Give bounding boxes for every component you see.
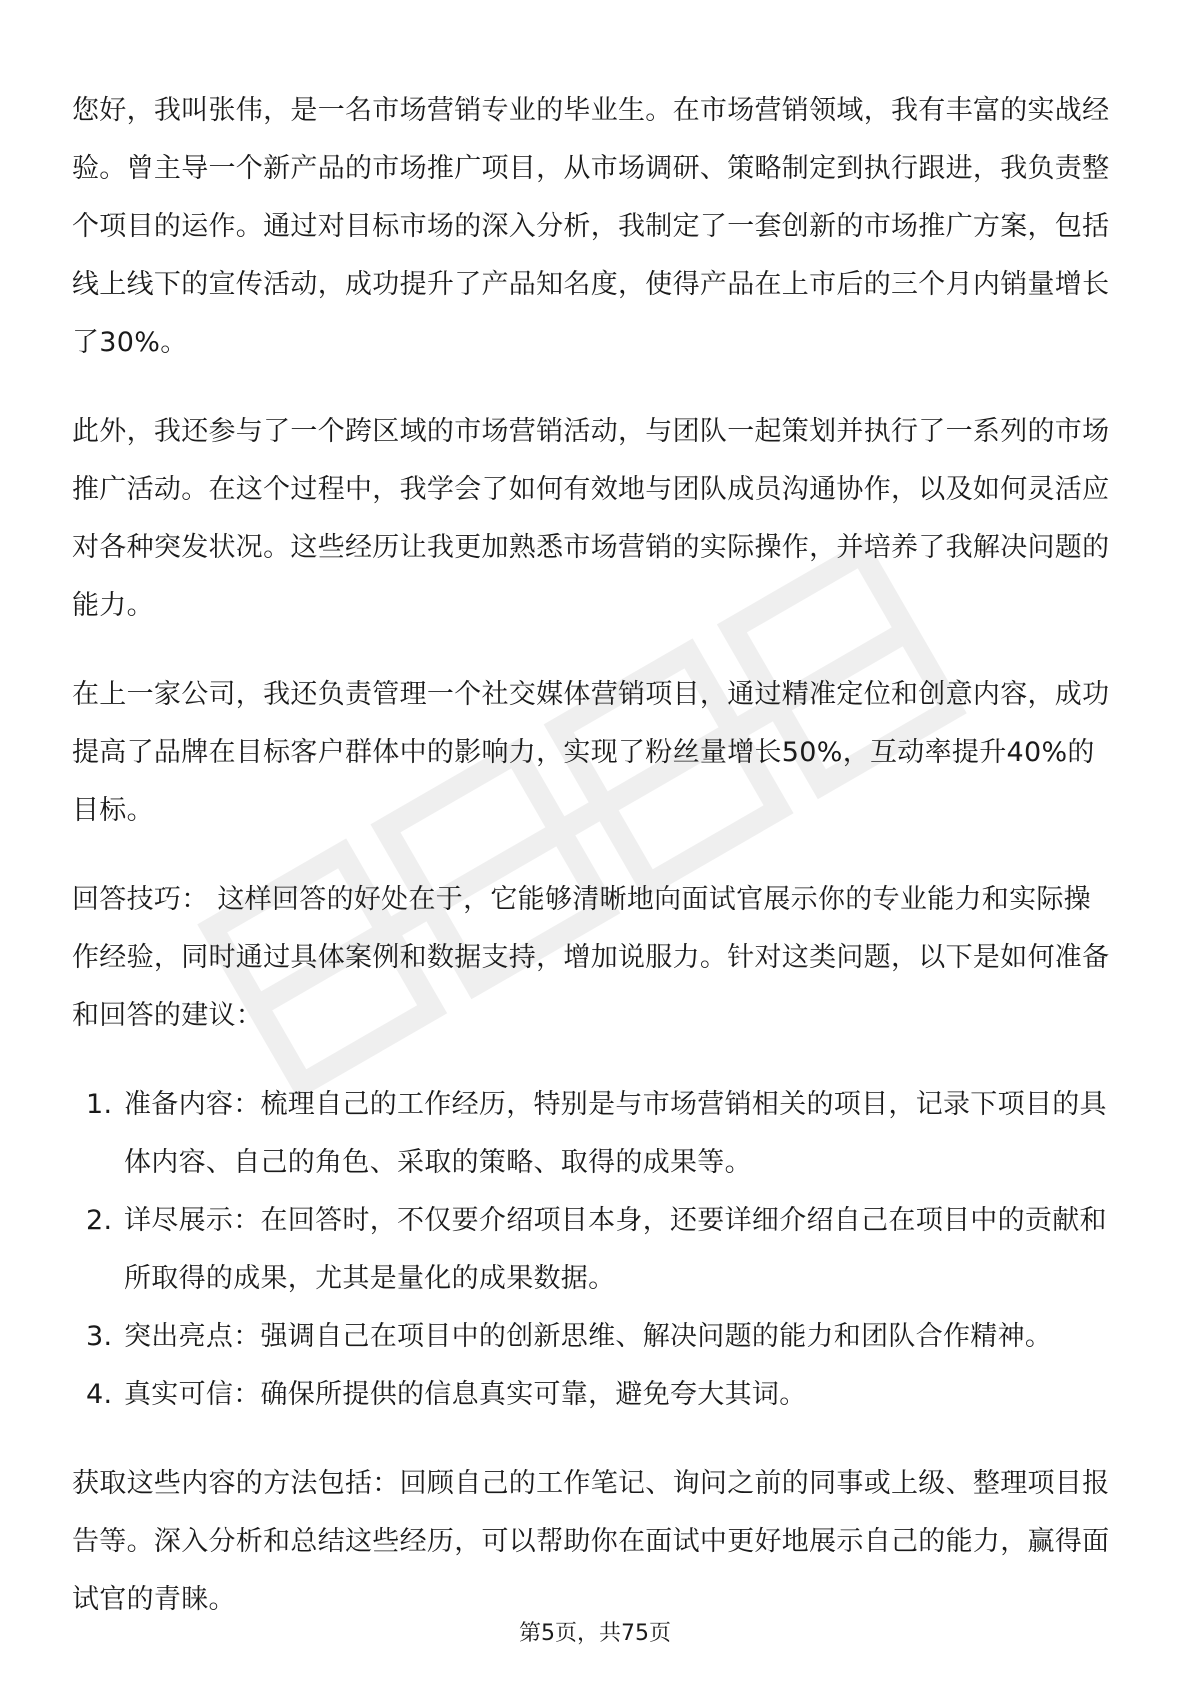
list-item-number: 1. <box>86 1089 113 1120</box>
list-item-text: 真实可信：确保所提供的信息真实可靠，避免夸大其词。 <box>124 1379 807 1410</box>
list-item <box>72 1076 1118 1192</box>
list-item <box>72 1192 1118 1308</box>
list-item <box>72 1308 1118 1366</box>
list-item-text: 准备内容：梳理自己的工作经历，特别是与市场营销相关的项目，记录下项目的具体内容、自己的角色、采取的策略、取得的成果等。 <box>124 1089 1107 1178</box>
list-item-number: 4. <box>86 1379 113 1410</box>
list-item-text: 突出亮点：强调自己在项目中的创新思维、解决问题的能力和团队合作精神。 <box>124 1321 1053 1352</box>
list-item-number: 2. <box>86 1205 113 1236</box>
list-item-number: 3. <box>86 1321 113 1352</box>
list-item <box>72 1366 1118 1424</box>
social-media-paragraph: 在上一家公司，我还负责管理一个社交媒体营销项目，通过精准定位和创意内容，成功提高了品牌在目标客户群体中的影响力，实现了粉丝量增长50%，互动率提升40%的目标。 <box>72 679 1110 826</box>
experience-paragraph: 此外，我还参与了一个跨区域的市场营销活动，与团队一起策划并执行了一系列的市场推广活动。在这个过程中，我学会了如何有效地与团队成员沟通协作，以及如何灵活应对各种突发状况。这些经历让我更加熟悉市场营销的实际操作，并培养了我解决问题的能力。 <box>72 416 1110 621</box>
document-body <box>72 82 1118 1660</box>
intro-paragraph: 您好，我叫张伟，是一名市场营销专业的毕业生。在市场营销领域，我有丰富的实战经验。曾主导一个新产品的市场推广项目，从市场调研、策略制定到执行跟进，我负责整个项目的运作。通过对目标市场的深入分析，我制定了一套创新的市场推广方案，包括线上线下的宣传活动，成功提升了产品知名度，使得产品在上市后的三个月内销量增长了30%。 <box>72 95 1110 358</box>
tips-list <box>72 1076 1118 1424</box>
list-item-text: 详尽展示：在回答时，不仅要介绍项目本身，还要详细介绍自己在项目中的贡献和所取得的成果，尤其是量化的成果数据。 <box>124 1205 1107 1294</box>
closing-paragraph: 获取这些内容的方法包括：回顾自己的工作笔记、询问之前的同事或上级、整理项目报告等。深入分析和总结这些经历，可以帮助你在面试中更好地展示自己的能力，赢得面试官的青睐。 <box>72 1468 1110 1615</box>
answer-tips-paragraph: 回答技巧： 这样回答的好处在于，它能够清晰地向面试官展示你的专业能力和实际操作经验，同时通过具体案例和数据支持，增加说服力。针对这类问题，以下是如何准备和回答的建议： <box>72 884 1110 1031</box>
page-number-footer: 第5页，共75页 <box>519 1621 671 1646</box>
